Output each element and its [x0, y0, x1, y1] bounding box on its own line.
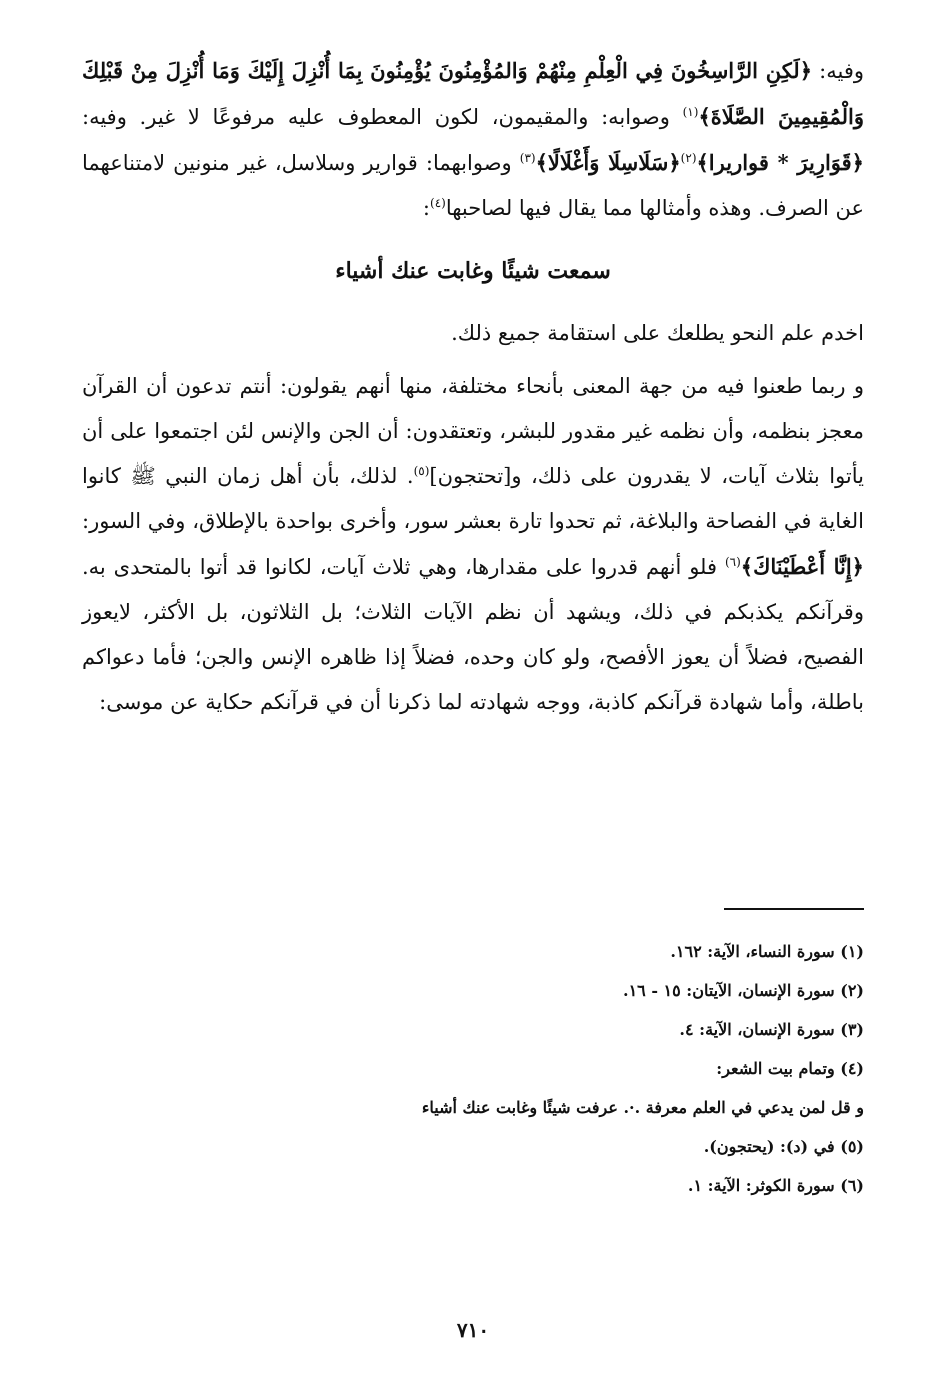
paragraph-text: وصوابهما: قوارير وسلاسل، غير منونين لامتناعهما عن الصرف. وهذه وأمثالها مما يقال فيها لصاحبها — [82, 151, 864, 220]
page-number: ٧١٠ — [456, 1318, 490, 1342]
footnote-marker[interactable]: (٤) — [430, 196, 446, 210]
section-heading: سمعت شيئًا وغابت عنك أشياء — [335, 258, 611, 284]
paragraph-text: : — [422, 196, 430, 220]
footnote-2: (٢) سورة الإنسان، الآيتان: ١٥ - ١٦. — [622, 981, 864, 1000]
paragraph-text: وصوابه: والمقيمون، لكون المعطوف عليه مرفوعًا لا غير. وفيه: — [82, 105, 683, 129]
paragraph-text: فلو أنهم قدروا على مقدارها، وهي ثلاث آيات، لكانوا قد أتوا بالمتحدى به. وقرآنكم يكذبكم في ذلك، ويشهد أن نظم الآيات الثلاث؛ بل الثلاثون، بل الأكثر، لايعوز الفصيح، فضلاً أن يعوز الأفصح، ولو كان وحده، فضلاً إذا ظاهره الإنس والجن؛ فأما دعواكم باطلة، وأما شهادة قرآنكم كاذبة، ووجه شهادته لما ذكرنا أن في قرآنكم حكاية عن موسى: — [82, 555, 864, 714]
footnote-marker[interactable]: (٥) — [413, 464, 430, 478]
footnote-marker[interactable]: (٣) — [519, 151, 536, 165]
paragraph-text: وفيه: — [812, 59, 865, 83]
footnote-separator — [724, 908, 864, 910]
paragraph-text: و ربما طعنوا فيه من جهة المعنى بأنحاء مختلفة، منها أنهم يقولون: أنتم تدعون أن القرآن معجز بنظمه، وأن نظمه غير مقدور للبشر، وتعتقدون: أن الجن والإنس لئن اجتمعوا على أن يأتوا بثلاث آيات، لا يقدرون على ذلك، و[تحتجون] — [82, 374, 864, 488]
footnote-3: (٣) سورة الإنسان، الآية: ٤. — [679, 1020, 864, 1039]
paragraph-1 — [82, 48, 864, 231]
paragraph-3 — [82, 364, 864, 725]
footnote-6: (٦) سورة الكوثر: الآية: ١. — [687, 1176, 864, 1195]
quran-verse: ﴿قَوَارِيرَ * قواريرا﴾ — [696, 150, 864, 175]
footnote-1: (١) سورة النساء، الآية: ١٦٢. — [670, 942, 864, 961]
quran-verse: ﴿سَلَاسِلَا وَأَغْلَالًا﴾ — [535, 150, 681, 175]
footnote-marker[interactable]: (٢) — [680, 151, 697, 165]
paragraph-text: . لذلك، بأن أهل زمان النبي ﷺ كانوا الغاية في الفصاحة والبلاغة، ثم تحدوا تارة بعشر سور، وأخرى بواحدة بالإطلاق، وفي السور: — [82, 464, 864, 533]
footnote-marker[interactable]: (١) — [682, 105, 699, 119]
quran-verse: ﴿لَكِنِ الرَّاسِخُونَ فِي الْعِلْمِ مِنْهُمْ وَالمُؤْمِنُونَ يُؤْمِنُونَ بِمَا أُنْزِلَ إِلَيْكَ وَمَا أُنْزِلَ مِنْ قَبْلِكَ وَالْمُقِيمِينَ الصَّلَاةَ﴾ — [82, 58, 864, 129]
footnote-4: (٤) وتمام بيت الشعر: — [716, 1059, 864, 1078]
footnotes-section — [82, 908, 864, 1205]
footnote-5: (٥) في (د): (يحتجون). — [703, 1137, 864, 1156]
quran-verse: ﴿إِنَّا أَعْطَيْنَاكَ﴾ — [740, 554, 864, 579]
book-page — [82, 48, 865, 1342]
footnote-marker[interactable]: (٦) — [724, 555, 741, 569]
footnote-4-verse: و قل لمن يدعي في العلم معرفة .·. عرفت شيئًا وغابت عنك أشياء — [421, 1098, 864, 1117]
paragraph-2: اخدم علم النحو يطلعك على استقامة جميع ذلك. — [451, 321, 864, 345]
